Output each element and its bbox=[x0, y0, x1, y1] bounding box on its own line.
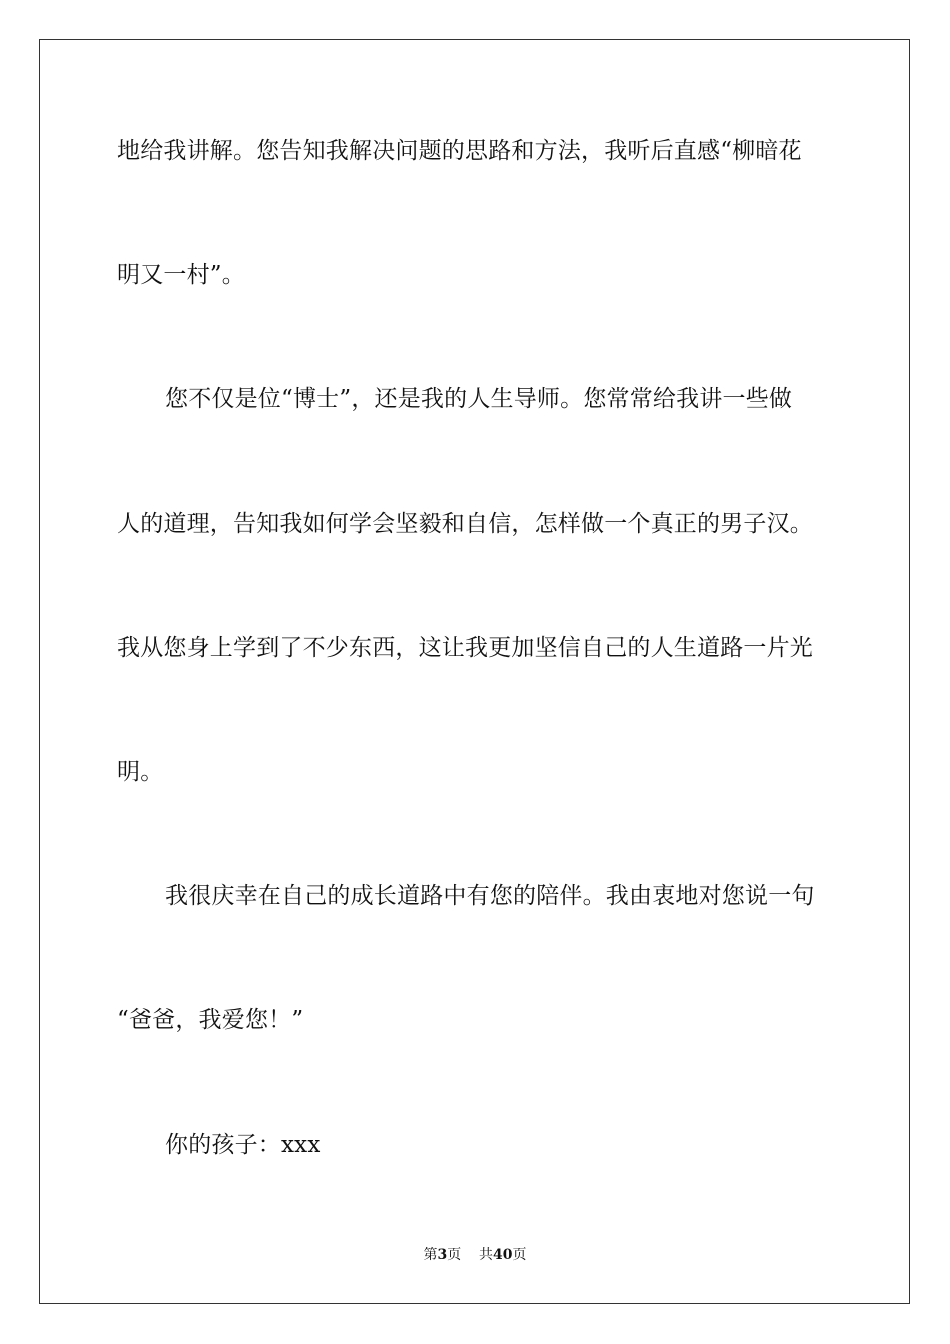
body-line-7: 我很庆幸在自己的成长道路中有您的陪伴。我由衷地对您说一句 bbox=[165, 883, 815, 909]
footer-total-prefix: 共 bbox=[479, 1247, 494, 1263]
page-footer bbox=[0, 1246, 950, 1264]
footer-total-pages: 40 bbox=[493, 1247, 513, 1263]
body-line-3: 您不仅是位“博士”，还是我的人生导师。您常常给我讲一些做 bbox=[165, 386, 793, 412]
body-line-4: 人的道理，告知我如何学会坚毅和自信，怎样做一个真正的男子汉。 bbox=[117, 511, 813, 537]
body-line-8: “爸爸，我爱您！” bbox=[117, 1007, 304, 1033]
page-frame bbox=[39, 39, 910, 1304]
body-line-5: 我从您身上学到了不少东西，这让我更加坚信自己的人生道路一片光 bbox=[117, 635, 813, 661]
body-line-2: 明又一村”。 bbox=[117, 262, 245, 288]
body-line-6: 明。 bbox=[117, 759, 164, 785]
signature-line: 你的孩子：xxx bbox=[165, 1132, 321, 1158]
footer-total-suffix: 页 bbox=[512, 1247, 527, 1263]
body-line-1: 地给我讲解。您告知我解决问题的思路和方法，我听后直感“柳暗花 bbox=[117, 138, 802, 164]
footer-page-suffix: 页 bbox=[447, 1247, 462, 1263]
footer-page-prefix: 第 bbox=[423, 1247, 438, 1263]
footer-page-number: 3 bbox=[437, 1247, 448, 1263]
